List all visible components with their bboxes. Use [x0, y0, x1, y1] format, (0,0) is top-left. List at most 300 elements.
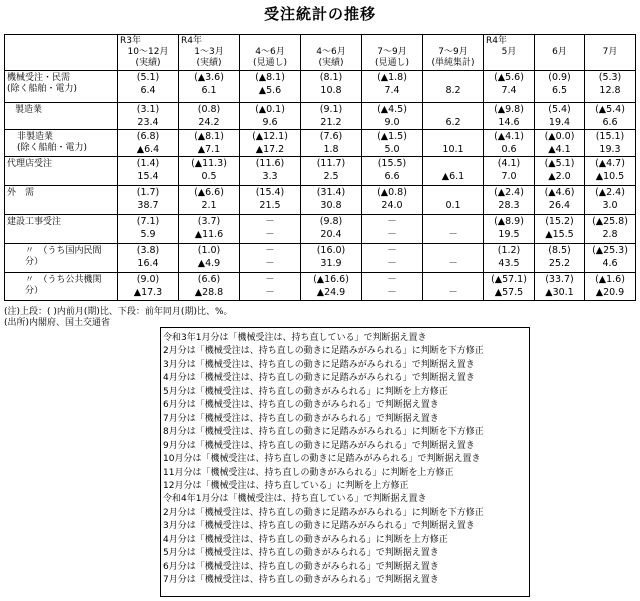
value-cell [535, 103, 585, 130]
column-header [585, 35, 636, 71]
value-cell [362, 157, 423, 186]
header-year: R4年 [486, 36, 507, 46]
period-change-value [423, 103, 483, 116]
yoy-change-value: ▲10.5 [595, 171, 625, 182]
source-line: (出所)内閣府、国土交通省 [4, 318, 111, 328]
yoy-change-value: ▲5.6 [258, 85, 282, 96]
header-type: (見通し) [252, 58, 288, 68]
period-change-value: (1.0) [197, 245, 221, 256]
value-cell [535, 186, 585, 215]
value-cell [535, 130, 585, 157]
value-cell [423, 186, 484, 215]
period-change-value: (3.8) [136, 245, 160, 256]
value-cell [423, 130, 484, 157]
yoy-change-value: － [265, 258, 275, 269]
period-change-value: (15.5) [377, 158, 407, 169]
header-year [362, 36, 422, 47]
period-change-value: (▲0.8) [377, 187, 407, 198]
header-year: R3年 [120, 36, 141, 46]
table-row [5, 130, 636, 157]
yoy-change-value: 2.1 [201, 200, 217, 211]
judgment-line: 7月分は「機械受注は、持ち直しの動きがみられる」で判断据え置き [163, 575, 439, 586]
yoy-change-value: ▲6.4 [136, 144, 160, 155]
value-cell [535, 71, 585, 103]
row-label: 外 需 [7, 188, 35, 198]
yoy-change-value: ▲4.1 [548, 144, 571, 155]
column-header [423, 35, 484, 71]
period-change-value: (16.0) [316, 245, 346, 256]
value-cell [118, 244, 179, 273]
table-row [5, 103, 636, 130]
period-change-value [423, 244, 483, 257]
yoy-change-value: － [265, 287, 275, 298]
period-change-value: (0.9) [548, 72, 571, 83]
value-cell [423, 215, 484, 244]
value-cell [118, 215, 179, 244]
period-change-value: (5.1) [136, 72, 160, 83]
row-label: 建設工事受注 [7, 217, 62, 227]
yoy-change-value: 6.6 [602, 117, 618, 128]
period-change-value: (▲2.4) [595, 187, 625, 198]
row-label-cell [5, 273, 118, 301]
period-change-value [423, 130, 483, 143]
yoy-change-value: 24.2 [198, 117, 220, 128]
column-header [118, 35, 179, 71]
yoy-change-value: ▲11.6 [194, 229, 224, 240]
period-change-value [423, 215, 483, 228]
judgment-line: 4月分は「機械受注は、持ち直しの動きがみられる」に判断を上方修正 [163, 534, 448, 545]
value-cell [240, 130, 301, 157]
period-change-value: (31.4) [316, 187, 346, 198]
period-change-value [423, 157, 483, 170]
period-change-value: － [387, 216, 397, 227]
yoy-change-value: 15.4 [137, 171, 159, 182]
header-period: 7～9月 [377, 47, 407, 57]
yoy-change-value: 7.4 [501, 85, 517, 96]
period-change-value: (▲57.1) [491, 274, 527, 285]
period-change-value: (8.5) [548, 245, 571, 256]
judgment-line: 3月分は「機械受注は、持ち直しの動きに足踏みがみられる」で判断据え置き [163, 359, 475, 370]
period-change-value: － [265, 274, 275, 285]
yoy-change-value: 25.2 [548, 258, 571, 269]
period-change-value: (▲4.1) [494, 131, 524, 142]
header-type: (実績) [318, 58, 344, 68]
yoy-change-value: 20.4 [320, 229, 342, 240]
yoy-change-value: ▲6.1 [441, 171, 465, 182]
header-period: 4～6月 [316, 47, 346, 57]
value-cell [179, 215, 240, 244]
value-cell [362, 244, 423, 273]
yoy-change-value: 24.0 [381, 200, 403, 211]
period-change-value: － [265, 216, 275, 227]
yoy-change-value: ▲2.0 [548, 171, 571, 182]
value-cell [240, 71, 301, 103]
period-change-value: (▲4.5) [377, 104, 407, 115]
yoy-change-value: 30.8 [320, 200, 342, 211]
header-year [423, 36, 483, 47]
judgment-line: 令和3年1月分は「機械受注は、持ち直している」で判断据え置き [163, 333, 427, 343]
yoy-change-value: 4.6 [602, 258, 618, 269]
judgment-line: 10月分は「機械受注は、持ち直しの動きに足踏みがみられる」で判断据え置き [163, 454, 481, 465]
value-cell [535, 244, 585, 273]
header-period: 4～6月 [255, 47, 285, 57]
header-year: R4年 [181, 36, 202, 46]
judgment-line: 11月分は「機械受注は、持ち直しの動きがみられる」に判断を上方修正 [163, 467, 454, 478]
period-change-value: (1.7) [136, 187, 160, 198]
period-change-value: (5.4) [548, 104, 571, 115]
period-change-value: (0.8) [197, 104, 221, 115]
yoy-change-value: ▲4.9 [197, 258, 221, 269]
period-change-value: (▲9.8) [494, 104, 524, 115]
header-year [240, 36, 300, 47]
yoy-change-value: 3.3 [262, 171, 278, 182]
value-cell [179, 186, 240, 215]
period-change-value: (15.2) [545, 216, 574, 227]
value-cell [585, 157, 636, 186]
value-cell [362, 215, 423, 244]
table-row [5, 186, 636, 215]
period-change-value: (33.7) [545, 274, 574, 285]
period-change-value: (1.2) [497, 245, 521, 256]
column-header [362, 35, 423, 71]
yoy-change-value: － [448, 258, 458, 269]
yoy-change-value: 9.6 [262, 117, 278, 128]
yoy-change-value: 9.0 [384, 117, 400, 128]
yoy-change-value: ▲15.5 [545, 229, 574, 240]
judgment-line: 5月分は「機械受注は、持ち直しの動きがみられる」に判断を上方修正 [163, 386, 448, 397]
value-cell [484, 186, 535, 215]
value-cell [179, 273, 240, 301]
column-header [301, 35, 362, 71]
yoy-change-value: － [265, 229, 275, 240]
value-cell [535, 157, 585, 186]
header-type: (実績) [135, 58, 161, 68]
yoy-change-value: 19.3 [599, 144, 621, 155]
yoy-change-value: 38.7 [137, 200, 159, 211]
yoy-change-value: 6.1 [201, 85, 217, 96]
yoy-change-value: 6.2 [445, 117, 461, 128]
period-change-value: (▲5.6) [494, 72, 524, 83]
period-change-value: (▲1.6) [595, 274, 625, 285]
order-statistics-table [4, 34, 636, 301]
period-change-value: (3.1) [136, 104, 160, 115]
period-change-value: (▲8.1) [255, 72, 285, 83]
table-row [5, 71, 636, 103]
yoy-change-value: 6.6 [384, 171, 400, 182]
yoy-change-value: 8.2 [445, 85, 461, 96]
value-cell [240, 103, 301, 130]
value-cell [301, 130, 362, 157]
period-change-value: (▲8.1) [194, 131, 224, 142]
yoy-change-value: 26.4 [548, 200, 571, 211]
header-period: 1～3月 [194, 47, 224, 57]
value-cell [423, 103, 484, 130]
value-cell [118, 273, 179, 301]
value-cell [118, 130, 179, 157]
value-cell [484, 71, 535, 103]
period-change-value: (▲5.4) [595, 104, 625, 115]
header-type: (単純集計) [431, 58, 475, 68]
value-cell [585, 103, 636, 130]
value-cell [301, 71, 362, 103]
yoy-change-value: 3.0 [602, 200, 618, 211]
period-change-value [423, 273, 483, 286]
period-change-value: (▲4.7) [595, 158, 625, 169]
yoy-change-value: 16.4 [137, 258, 159, 269]
period-change-value: (9.1) [319, 104, 343, 115]
yoy-change-value: 10.1 [442, 144, 464, 155]
header-period: 5月 [501, 47, 517, 57]
yoy-change-value: ▲24.9 [316, 287, 346, 298]
row-label: 〃 （うち国内民間分） [25, 246, 102, 267]
judgment-history-box [160, 327, 530, 597]
yoy-change-value: 5.9 [140, 229, 156, 240]
page-title: 受注統計の推移 [263, 5, 376, 23]
row-label-cell [5, 215, 118, 244]
table-row [5, 215, 636, 244]
judgment-line: 12月分は「機械受注は、持ち直している」に判断を上方修正 [163, 480, 409, 491]
period-change-value: (4.1) [497, 158, 521, 169]
period-change-value: (▲0.0) [544, 131, 575, 142]
value-cell [301, 244, 362, 273]
value-cell [423, 273, 484, 301]
judgment-line: 2月分は「機械受注は、持ち直しの動きに足踏みがみられる」に判断を下方修正 [163, 507, 484, 518]
yoy-change-value: － [448, 229, 458, 240]
value-cell [240, 186, 301, 215]
value-cell [240, 157, 301, 186]
yoy-change-value: 31.9 [320, 258, 342, 269]
value-cell [118, 186, 179, 215]
period-change-value: － [387, 245, 397, 256]
value-cell [362, 103, 423, 130]
yoy-change-value: － [387, 229, 397, 240]
judgment-line: 令和4年1月分は「機械受注は、持ち直している」で判断据え置き [163, 494, 427, 505]
period-change-value: (9.0) [136, 274, 160, 285]
value-cell [423, 157, 484, 186]
judgment-line: 2月分は「機械受注は、持ち直しの動きに足踏みがみられる」に判断を下方修正 [163, 346, 484, 357]
value-cell [484, 103, 535, 130]
period-change-value: (3.7) [197, 216, 221, 227]
judgment-line: 9月分は「機械受注は、持ち直しの動きに足踏みがみられる」で判断据え置き [163, 440, 475, 451]
value-cell [301, 186, 362, 215]
yoy-change-value: 14.6 [498, 117, 520, 128]
value-cell [240, 244, 301, 273]
yoy-change-value: 21.5 [259, 200, 281, 211]
period-change-value: (1.4) [136, 158, 160, 169]
value-cell [535, 273, 585, 301]
period-change-value: (7.1) [136, 216, 160, 227]
yoy-change-value: 2.8 [602, 229, 618, 240]
period-change-value: (6.8) [136, 131, 160, 142]
header-type: (実績) [196, 58, 222, 68]
column-header [484, 35, 535, 71]
value-cell [179, 103, 240, 130]
value-cell [118, 71, 179, 103]
row-label: 非製造業 (除く船舶・電力) [17, 132, 88, 153]
period-change-value: (7.6) [319, 131, 343, 142]
yoy-change-value: 0.5 [201, 171, 217, 182]
table-notes [4, 307, 233, 329]
value-cell [585, 71, 636, 103]
row-label-cell [5, 186, 118, 215]
yoy-change-value: 1.8 [323, 144, 339, 155]
period-change-value: (11.6) [255, 158, 285, 169]
value-cell [484, 215, 535, 244]
table-row [5, 244, 636, 273]
judgment-line: 6月分は「機械受注は、持ち直しの動きがみられる」で判断据え置き [163, 400, 439, 411]
column-header [535, 35, 585, 71]
value-cell [484, 157, 535, 186]
period-change-value: (▲2.4) [494, 187, 524, 198]
header-year [585, 36, 635, 47]
yoy-change-value: － [448, 287, 458, 298]
value-cell [118, 157, 179, 186]
yoy-change-value: 0.1 [445, 200, 461, 211]
value-cell [240, 215, 301, 244]
row-label-cell [5, 244, 118, 273]
yoy-change-value: ▲17.3 [133, 287, 163, 298]
yoy-change-value: ▲17.2 [255, 144, 285, 155]
table-row [5, 157, 636, 186]
value-cell [301, 157, 362, 186]
note-line: (注)上段：( )内前月(期)比、下段：前年同月(期)比、%。 [4, 307, 233, 317]
judgment-line: 8月分は「機械受注は、持ち直しの動きに足踏みがみられる」に判断を下方修正 [163, 427, 484, 438]
value-cell [484, 130, 535, 157]
value-cell [362, 71, 423, 103]
period-change-value: － [387, 274, 397, 285]
period-change-value: (▲12.1) [252, 131, 288, 142]
value-cell [585, 273, 636, 301]
yoy-change-value: 6.5 [551, 85, 568, 96]
judgment-line: 5月分は「機械受注は、持ち直しの動きがみられる」で判断据え置き [163, 548, 439, 559]
period-change-value: (▲1.5) [377, 131, 407, 142]
value-cell [585, 186, 636, 215]
yoy-change-value: ▲7.1 [197, 144, 221, 155]
period-change-value: (▲6.6) [194, 187, 224, 198]
period-change-value: (▲3.6) [194, 72, 224, 83]
row-label: 製造業 [15, 105, 43, 115]
column-header [179, 35, 240, 71]
period-change-value: (▲25.8) [592, 216, 628, 227]
yoy-change-value: ▲30.1 [545, 287, 574, 298]
period-change-value: (15.4) [255, 187, 285, 198]
header-type: (見通し) [374, 58, 410, 68]
judgment-line: 3月分は「機械受注は、持ち直しの動きに足踏みがみられる」で判断据え置き [163, 521, 475, 532]
period-change-value: (8.1) [319, 72, 343, 83]
period-change-value: － [265, 245, 275, 256]
period-change-value: (▲8.9) [494, 216, 524, 227]
yoy-change-value: 19.5 [498, 229, 520, 240]
value-cell [301, 103, 362, 130]
header-row [5, 35, 636, 71]
yoy-change-value: ▲57.5 [494, 287, 524, 298]
period-change-value: (▲5.1) [544, 158, 575, 169]
value-cell [118, 103, 179, 130]
header-period: 7月 [602, 47, 618, 57]
judgment-line: 7月分は「機械受注は、持ち直しの動きがみられる」で判断据え置き [163, 413, 439, 424]
header-year [301, 36, 361, 47]
row-label-cell [5, 71, 118, 103]
row-label-cell [5, 130, 118, 157]
row-label: 機械受注・民需 (除く船舶・電力) [7, 73, 78, 94]
period-change-value: (▲11.3) [191, 158, 227, 169]
value-cell [423, 244, 484, 273]
row-label: 代理店受注 [7, 159, 53, 169]
value-cell [179, 130, 240, 157]
yoy-change-value: 5.0 [384, 144, 400, 155]
period-change-value [423, 186, 483, 199]
yoy-change-value: 7.0 [501, 171, 517, 182]
value-cell [362, 130, 423, 157]
value-cell [179, 244, 240, 273]
table-row [5, 273, 636, 301]
header-corner [5, 35, 118, 71]
period-change-value: (▲4.6) [544, 187, 575, 198]
value-cell [423, 71, 484, 103]
period-change-value: (5.3) [598, 72, 622, 83]
value-cell [535, 215, 585, 244]
value-cell [301, 273, 362, 301]
row-label: 〃 （うち公共機関分） [25, 275, 102, 296]
period-change-value: (▲25.3) [592, 245, 628, 256]
yoy-change-value: 10.8 [320, 85, 342, 96]
header-period: 7～9月 [438, 47, 468, 57]
yoy-change-value: 7.4 [384, 85, 400, 96]
value-cell [301, 215, 362, 244]
period-change-value: (15.1) [595, 131, 625, 142]
row-label-cell [5, 157, 118, 186]
yoy-change-value: 19.4 [548, 117, 571, 128]
period-change-value: (9.8) [319, 216, 343, 227]
header-period: 10～12月 [127, 47, 169, 57]
value-cell [362, 273, 423, 301]
yoy-change-value: 0.6 [501, 144, 517, 155]
value-cell [362, 186, 423, 215]
yoy-change-value: － [387, 258, 397, 269]
value-cell [585, 130, 636, 157]
period-change-value: (11.7) [316, 158, 346, 169]
value-cell [179, 157, 240, 186]
yoy-change-value: ▲28.8 [194, 287, 224, 298]
yoy-change-value: 21.2 [320, 117, 342, 128]
yoy-change-value: 6.4 [140, 85, 156, 96]
header-period: 6月 [552, 47, 567, 57]
row-label-cell [5, 103, 118, 130]
yoy-change-value: ▲20.9 [595, 287, 625, 298]
yoy-change-value: 23.4 [137, 117, 159, 128]
value-cell [484, 244, 535, 273]
yoy-change-value: 43.5 [498, 258, 520, 269]
yoy-change-value: 12.8 [599, 85, 621, 96]
yoy-change-value: 2.5 [323, 171, 339, 182]
judgment-line: 4月分は「機械受注は、持ち直しの動きに足踏みがみられる」で判断据え置き [163, 373, 475, 384]
column-header [240, 35, 301, 71]
judgment-line: 6月分は「機械受注は、持ち直しの動きがみられる」で判断据え置き [163, 561, 439, 572]
period-change-value: (▲0.1) [255, 104, 285, 115]
period-change-value: (▲1.8) [377, 72, 407, 83]
period-change-value [423, 71, 483, 84]
value-cell [240, 273, 301, 301]
period-change-value: (▲16.6) [313, 274, 349, 285]
period-change-value: (6.6) [197, 274, 221, 285]
yoy-change-value: 28.3 [498, 200, 520, 211]
value-cell [585, 244, 636, 273]
value-cell [585, 215, 636, 244]
value-cell [179, 71, 240, 103]
header-year [535, 36, 584, 47]
value-cell [484, 273, 535, 301]
yoy-change-value: － [387, 287, 397, 298]
